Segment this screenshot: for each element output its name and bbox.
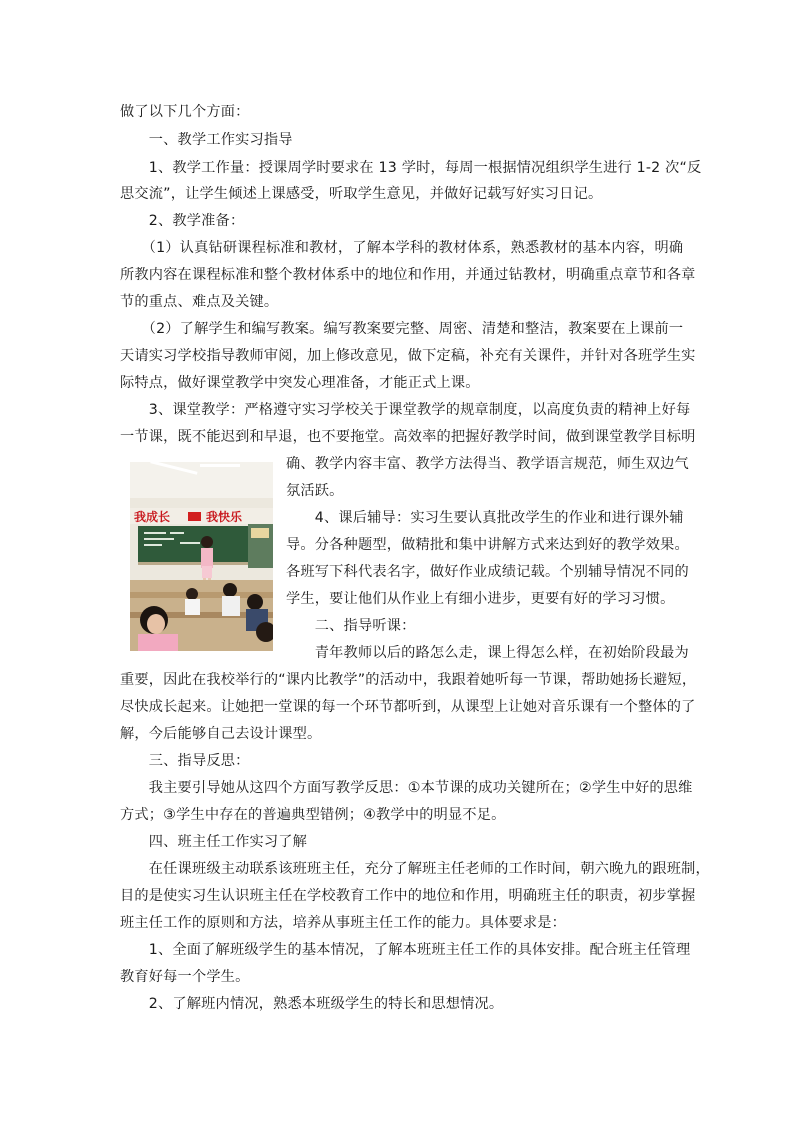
paragraph-line: 节的重点、难点及关键。 xyxy=(120,294,279,310)
paragraph-line: 所教内容在课程标准和整个教材体系中的地位和作用，并通过钻教材，明确重点章节和各章 xyxy=(120,267,696,283)
paragraph-line: 2、了解班内情况，熟悉本班级学生的特长和思想情况。 xyxy=(120,996,504,1012)
paragraph-line: 确、教学内容丰富、教学方法得当、教学语言规范，师生双边气 xyxy=(286,456,689,472)
paragraph-line: 导。分各种题型，做精批和集中讲解方式来达到好的教学效果。 xyxy=(286,537,689,553)
paragraph-line: 青年教师以后的路怎么走，课上得怎么样，在初始阶段最为 xyxy=(286,645,689,661)
classroom-photo xyxy=(130,462,273,651)
paragraph-line: 教育好每一个学生。 xyxy=(120,969,250,985)
section-heading: 二、指导听课： xyxy=(286,618,416,634)
paragraph-line: 学生，要让他们从作业上有细小进步，更要有好的学习习惯。 xyxy=(286,591,675,607)
paragraph-line: 我主要引导她从这四个方面写教学反思：①本节课的成功关键所在；②学生中好的思维 xyxy=(120,780,693,796)
paragraph-line: 做了以下几个方面： xyxy=(120,104,250,120)
paragraph-line: 重要，因此在我校举行的“课内比教学”的活动中，我跟着她听每一节课，帮助她扬长避短， xyxy=(120,672,697,688)
section-heading: 三、指导反思： xyxy=(120,753,250,769)
paragraph-line: （1）认真钻研课程标准和教材，了解本学科的教材体系，熟悉教材的基本内容，明确 xyxy=(120,240,684,256)
section-heading: 一、教学工作实习指导 xyxy=(120,132,293,148)
banner-left-text: 我成长 xyxy=(134,510,171,524)
paragraph-line: 氛活跃。 xyxy=(286,483,344,499)
paragraph-line: 在任课班级主动联系该班班主任，充分了解班主任老师的工作时间，朝六晚九的跟班制， xyxy=(120,861,710,877)
classroom-photo-graphic xyxy=(130,462,273,651)
paragraph-line: 目的是使实习生认识班主任在学校教育工作中的地位和作用，明确班主任的职责，初步掌握 xyxy=(120,888,696,904)
paragraph-line: 2、教学准备： xyxy=(120,213,245,229)
paragraph-line: 1、教学工作量：授课周学时要求在 13 学时，每周一根据情况组织学生进行 1-2 次“反 xyxy=(120,160,702,176)
paragraph-line: 际特点，做好课堂教学中突发心理准备，才能正式上课。 xyxy=(120,375,480,391)
banner-right-text: 我快乐 xyxy=(206,510,243,524)
paragraph-line: 天请实习学校指导教师审阅，加上修改意见，做下定稿，补充有关课件，并针对各班学生实 xyxy=(120,348,696,364)
paragraph-line: 班主任工作的原则和方法，培养从事班主任工作的能力。具体要求是： xyxy=(120,915,567,931)
paragraph-line: （2）了解学生和编写教案。编写教案要完整、周密、清楚和整洁，教案要在上课前一 xyxy=(120,321,684,337)
paragraph-line: 思交流”，让学生倾述上课感受，听取学生意见，并做好记载写好实习日记。 xyxy=(120,186,603,202)
paragraph-line: 3、课堂教学：严格遵守实习学校关于课堂教学的规章制度，以高度负责的精神上好每 xyxy=(120,402,691,418)
paragraph-line: 解，今后能够自己去设计课型。 xyxy=(120,726,322,742)
paragraph-line: 方式；③学生中存在的普遍典型错例；④教学中的明显不足。 xyxy=(120,807,506,823)
paragraph-line: 4、课后辅导：实习生要认真批改学生的作业和进行课外辅 xyxy=(286,510,684,526)
paragraph-line: 尽快成长起来。让她把一堂课的每一个环节都听到，从课型上让她对音乐课有一个整体的了 xyxy=(120,699,696,715)
paragraph-line: 一节课，既不能迟到和早退，也不要拖堂。高效率的把握好教学时间，做到课堂教学目标明 xyxy=(120,429,696,445)
flag-icon xyxy=(188,512,201,521)
section-heading: 四、班主任工作实习了解 xyxy=(120,834,308,850)
paragraph-line: 1、全面了解班级学生的基本情况，了解本班班主任工作的具体安排。配合班主任管理 xyxy=(120,942,691,958)
paragraph-line: 各班写下科代表名字，做好作业成绩记载。个别辅导情况不同的 xyxy=(286,564,689,580)
